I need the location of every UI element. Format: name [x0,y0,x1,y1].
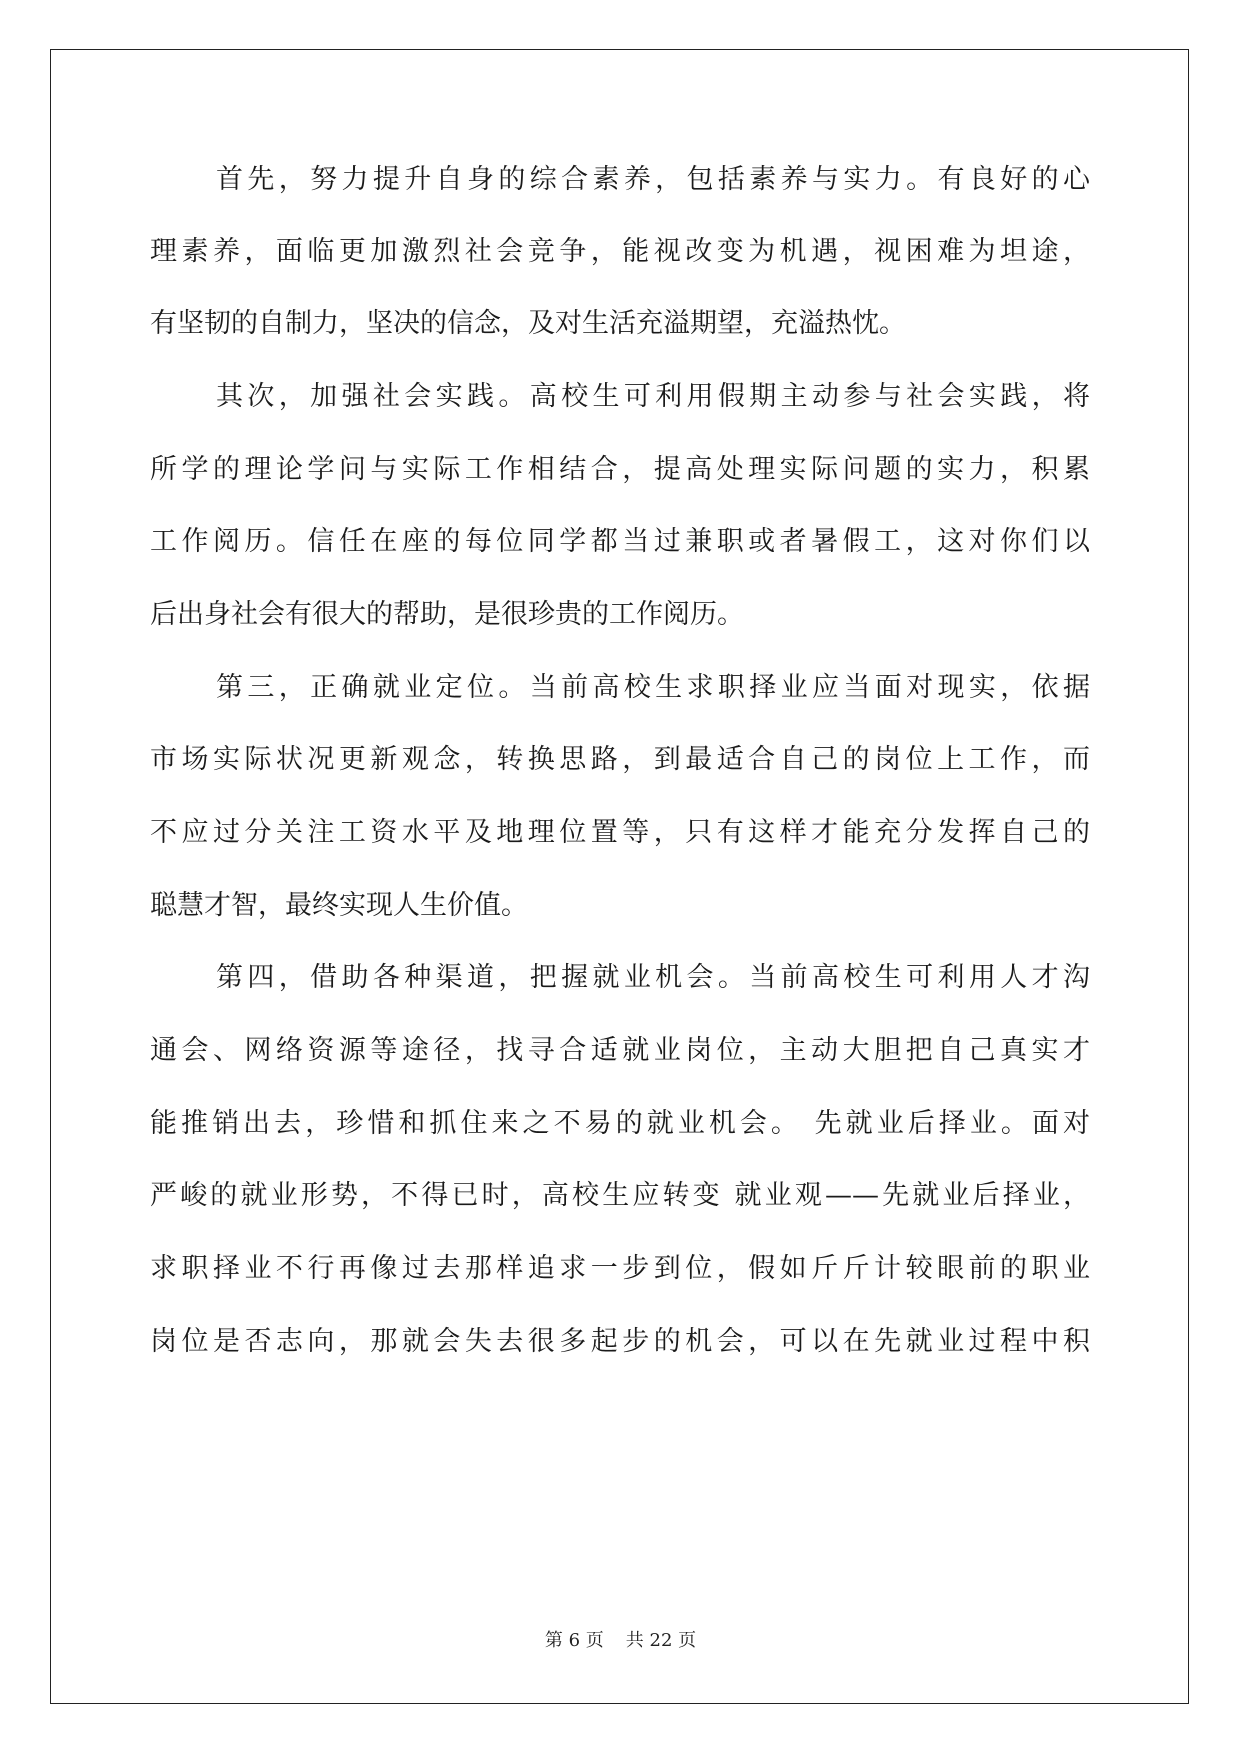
text-line: 其次，加强社会实践。高校生可利用假期主动参与社会实践，将 [216,381,1090,412]
page-total: 共 22 页 [625,1630,697,1651]
text-line: 聪慧才智，最终实现人生价值。 [150,890,528,921]
text-line: 求职择业不行再像过去那样追求一步到位，假如斤斤计较眼前的职业 [150,1253,1090,1284]
text-line: 严峻的就业形势，不得已时，高校生应转变 就业观——先就业后择业， [150,1180,1090,1211]
text-line: 首先，努力提升自身的综合素养，包括素养与实力。有良好的心 [216,164,1090,195]
text-line: 后出身社会有很大的帮助，是很珍贵的工作阅历。 [150,599,744,630]
text-line: 工作阅历。信任在座的每位同学都当过兼职或者暑假工，这对你们以 [150,526,1090,557]
text-line: 第三，正确就业定位。当前高校生求职择业应当面对现实，依据 [216,672,1090,703]
text-line: 岗位是否志向，那就会失去很多起步的机会，可以在先就业过程中积 [150,1326,1090,1357]
text-line: 能推销出去，珍惜和抓住来之不易的就业机会。 先就业后择业。面对 [150,1108,1090,1139]
text-line: 不应过分关注工资水平及地理位置等，只有这样才能充分发挥自己的 [150,817,1090,848]
text-line: 市场实际状况更新观念，转换思路，到最适合自己的岗位上工作，而 [150,744,1090,775]
text-line: 通会、网络资源等途径，找寻合适就业岗位，主动大胆把自己真实才 [150,1035,1090,1066]
page-footer [0,1629,1241,1653]
text-line: 第四，借助各种渠道，把握就业机会。当前高校生可利用人才沟 [216,962,1090,993]
text-line: 所学的理论学问与实际工作相结合，提高处理实际问题的实力，积累 [150,454,1090,485]
text-line: 理素养，面临更加激烈社会竞争，能视改变为机遇，视困难为坦途， [150,236,1090,267]
page-frame [50,49,1189,1704]
page-number: 第 6 页 [544,1630,604,1651]
text-line: 有坚韧的自制力，坚决的信念，及对生活充溢期望，充溢热忱。 [150,308,906,339]
